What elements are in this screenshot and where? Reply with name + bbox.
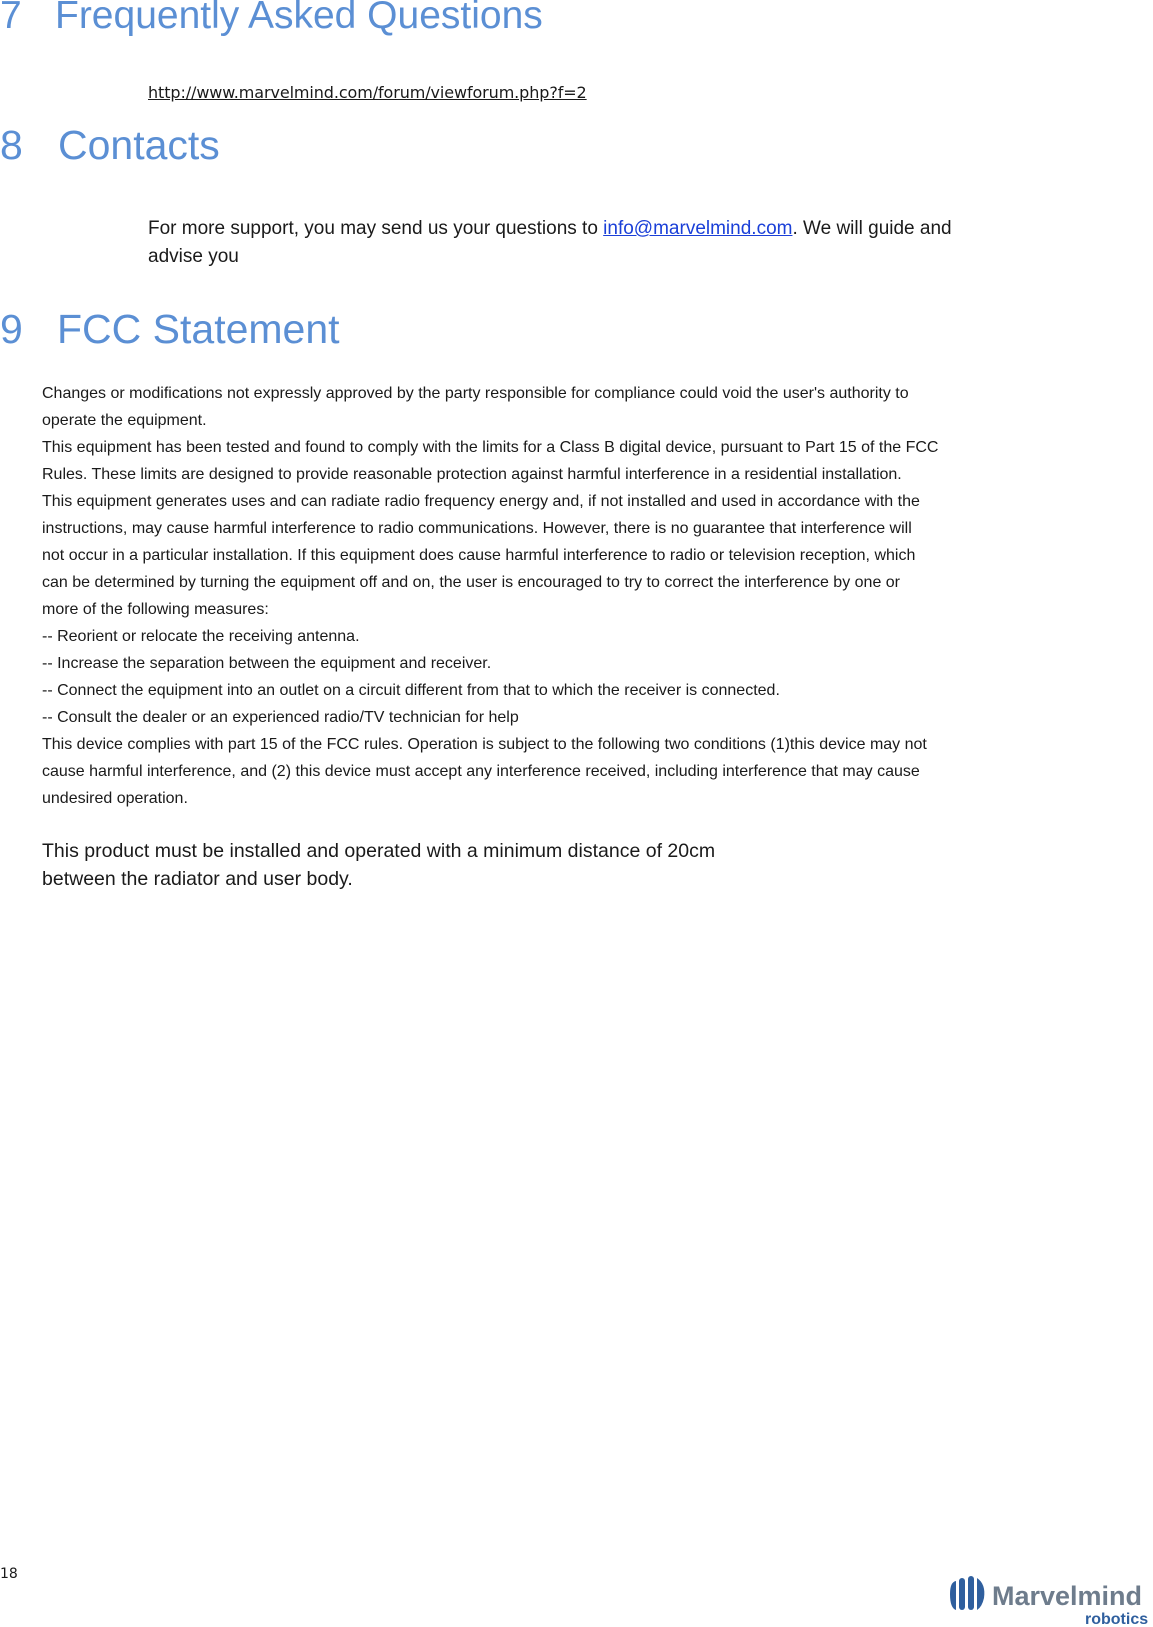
contacts-heading [0, 122, 220, 169]
fcc-line: not occur in a particular installation. If this equipment does cause harmful interference to radio or television reception, which [42, 547, 916, 564]
fcc-statement-body [42, 380, 1122, 812]
rf-exposure-line: between the radiator and user body. [42, 868, 353, 890]
fcc-line: This equipment has been tested and found to comply with the limits for a Class B digital device, pursuant to Part 15 of the FCC [42, 439, 939, 456]
faq-section-title: Frequently Asked Questions [55, 0, 543, 37]
fcc-measure-item: -- Reorient or relocate the receiving antenna. [42, 628, 360, 645]
marvelmind-logo [946, 1572, 1153, 1627]
page-number: 18 [0, 1566, 18, 1582]
rf-exposure-line: This product must be installed and operated with a minimum distance of 20cm [42, 840, 716, 862]
fcc-measure-item: -- Consult the dealer or an experienced radio/TV technician for help [42, 709, 519, 726]
marvelmind-logo-icon [950, 1576, 984, 1610]
rf-exposure-note [42, 837, 715, 893]
faq-forum-link[interactable]: http://www.marvelmind.com/forum/viewforum.php?f=2 [148, 83, 587, 102]
contact-email-link[interactable]: info@marvelmind.com [603, 218, 793, 239]
faq-section-number: 7 [0, 0, 22, 37]
fcc-line: This device complies with part 15 of the FCC rules. Operation is subject to the following two conditions (1)this device may not [42, 736, 927, 753]
fcc-line: Changes or modifications not expressly approved by the party responsible for compliance could void the user's authority to [42, 385, 909, 402]
contacts-paragraph [148, 215, 1048, 271]
fcc-section-title: FCC Statement [57, 306, 340, 352]
fcc-line: can be determined by turning the equipment off and on, the user is encouraged to try to correct the interference by one or [42, 574, 901, 591]
fcc-line: This equipment generates uses and can radiate radio frequency energy and, if not installed and used in accordance with the [42, 493, 920, 510]
logo-subtitle: robotics [1085, 1611, 1149, 1627]
contacts-text-line2: advise you [148, 246, 239, 267]
contacts-text-after: . We will guide and [792, 218, 952, 239]
fcc-line: cause harmful interference, and (2) this device must accept any interference received, including interference that may cause [42, 763, 920, 780]
fcc-measure-item: -- Connect the equipment into an outlet on a circuit different from that to which the receiver is connected. [42, 682, 780, 699]
logo-name: Marvelmind [992, 1581, 1143, 1611]
contacts-text-before: For more support, you may send us your questions to [148, 218, 604, 239]
contacts-section-number: 8 [0, 122, 23, 168]
fcc-line: Rules. These limits are designed to provide reasonable protection against harmful interference in a residential installation. [42, 466, 902, 483]
contacts-section-title: Contacts [58, 122, 220, 168]
fcc-section-number: 9 [0, 306, 23, 352]
fcc-heading [0, 306, 340, 353]
fcc-line: undesired operation. [42, 790, 188, 807]
fcc-line: operate the equipment. [42, 412, 207, 429]
fcc-line: more of the following measures: [42, 601, 269, 618]
faq-heading [0, 0, 543, 38]
fcc-line: instructions, may cause harmful interference to radio communications. However, there is no guarantee that interference will [42, 520, 912, 537]
fcc-measure-item: -- Increase the separation between the equipment and receiver. [42, 655, 492, 672]
